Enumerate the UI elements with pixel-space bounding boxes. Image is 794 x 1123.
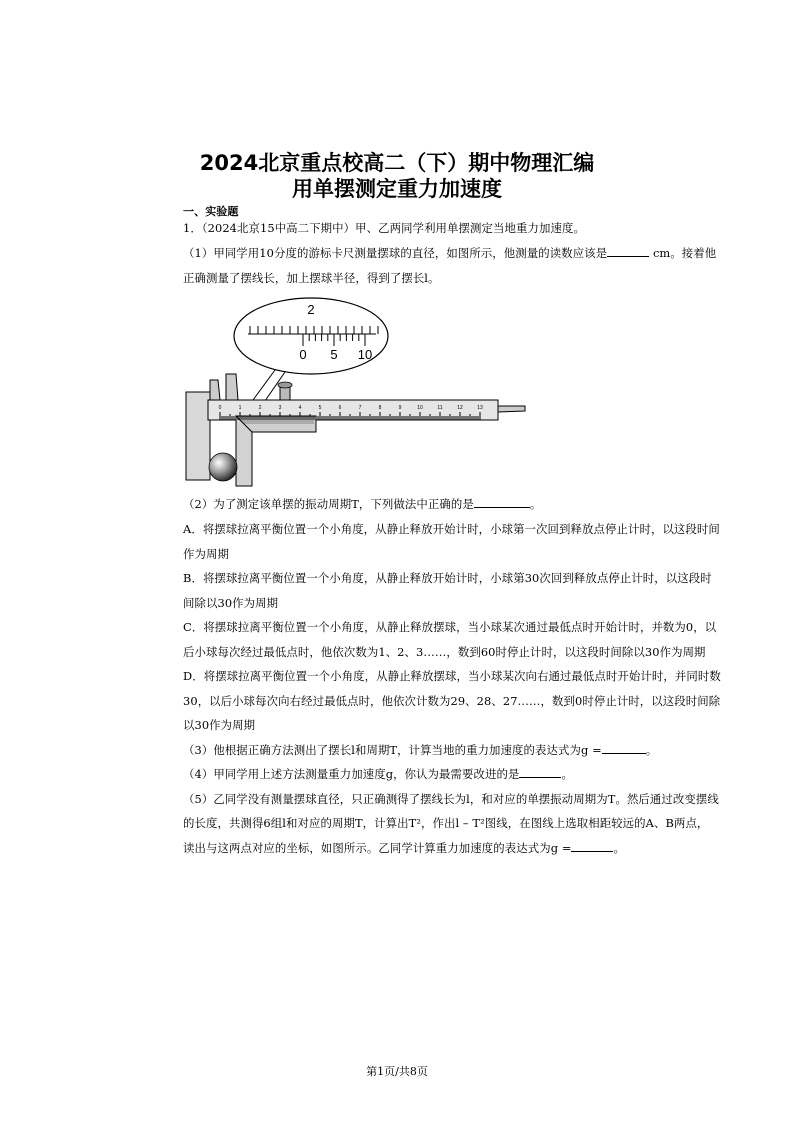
body-scale-label: 3: [278, 405, 282, 411]
option-a-line2: 作为周期: [183, 547, 229, 561]
body-scale-label: 6: [338, 405, 342, 411]
option-d-line2: 30，以后小球每次向右经过最低点时，他依次计数为29、28、27……，数到0时停止计时，以这段时间除: [183, 694, 721, 708]
vernier-caliper-figure: [180, 296, 540, 496]
vernier-label-0: 0: [299, 347, 307, 362]
part5-end: 。: [613, 841, 625, 855]
page-title-line1: 2024北京重点校高二（下）期中物理汇编: [199, 151, 595, 175]
vernier-label-10: 10: [357, 347, 373, 362]
body-scale-label: 11: [437, 405, 443, 411]
page-title-line2: 用单摆测定重力加速度: [292, 177, 502, 201]
answer-blank-3[interactable]: [602, 742, 646, 754]
sliding-upper-jaw: [226, 374, 238, 400]
part2-line: [183, 492, 758, 517]
part5-line3: [183, 836, 758, 861]
part5-text: 读出与这两点对应的坐标，如图所示。乙同学计算重力加速度的表达式为g =: [183, 841, 572, 855]
part1-line2: 正确测量了摆线长，加上摆球半径，得到了摆长l。: [183, 271, 440, 285]
answer-blank-4[interactable]: [519, 766, 561, 778]
body-scale-label: 2: [258, 405, 262, 411]
part2-end: 。: [529, 497, 542, 511]
part3-text: （3）他根据正确方法测出了摆长l和周期T，计算当地的重力加速度的表达式为g =: [183, 743, 602, 757]
part1-text-b: cm。接着他: [649, 246, 717, 260]
part5-line1: （5）乙同学没有测量摆球直径，只正确测得了摆线长为l，和对应的单摆振动周期为T。然后通过改变摆线: [183, 792, 719, 806]
body-scale-label: 5: [318, 405, 322, 411]
part5-line2: 的长度，共测得6组l和对应的周期T，计算出T²，作出l – T²图线，在图线上选取相距较远的A、B两点，: [183, 816, 709, 830]
body-scale-label: 0: [218, 405, 222, 411]
part1-text-a: （1）甲同学用10分度的游标卡尺测量摆球的直径，如图所示，他测量的读数应该是: [183, 246, 608, 260]
body-scale-label: 9: [398, 405, 402, 411]
body-scale-label: 1: [238, 405, 242, 411]
fixed-upper-jaw: [210, 380, 220, 400]
option-a-line1: A．将摆球拉离平衡位置一个小角度，从静止释放开始计时，小球第一次回到释放点停止计时，以这段时间: [183, 522, 720, 536]
body-scale-label: 13: [477, 405, 483, 411]
question-intro: 1．（2024北京15中高二下期中）甲、乙两同学利用单摆测定当地重力加速度。: [183, 221, 585, 235]
option-b-line1: B．将摆球拉离平衡位置一个小角度，从静止释放开始计时，小球第30次回到释放点停止计时，以这段时: [183, 571, 712, 585]
part2-text: （2）为了测定该单摆的振动周期T，下列做法中正确的是: [183, 497, 474, 511]
part3-end: 。: [645, 743, 658, 757]
part1-line1: [183, 241, 758, 266]
answer-blank-2[interactable]: [474, 496, 530, 508]
vernier-label-5: 5: [330, 347, 338, 362]
option-b-line2: 间除以30作为周期: [183, 596, 279, 610]
section-heading: 一、实验题: [183, 205, 239, 218]
page-footer: 第1页/共8页: [366, 1065, 428, 1078]
main-scale-label: 2: [307, 302, 315, 317]
option-c-line1: C．将摆球拉离平衡位置一个小角度，从静止释放摆球，当小球某次通过最低点时开始计时，并数为0，以: [183, 620, 717, 634]
part3-line: [183, 738, 758, 763]
body-scale-label: 10: [417, 405, 423, 411]
body-scale-label: 8: [378, 405, 382, 411]
answer-blank-1[interactable]: [607, 245, 649, 257]
part4-end: 。: [561, 767, 573, 781]
answer-blank-5[interactable]: [571, 840, 613, 852]
part4-line: [183, 762, 758, 787]
depth-rod: [498, 406, 525, 412]
option-d-line3: 以30作为周期: [183, 718, 256, 732]
option-c-line2: 后小球每次经过最低点时，他依次数为1、2、3……，数到60时停止计时，以这段时间除以30作为周期: [183, 645, 706, 659]
fixed-jaw: [186, 392, 210, 480]
part4-text: （4）甲同学用上述方法测量重力加速度g，你认为最需要改进的是: [183, 767, 520, 781]
option-d-line1: D．将摆球拉离平衡位置一个小角度，从静止释放摆球，当小球某次向右通过最低点时开始计时，并同时数: [183, 669, 721, 683]
body-scale-label: 7: [358, 405, 362, 411]
body-scale-label: 4: [298, 405, 302, 411]
pendulum-ball: [209, 453, 237, 481]
body-scale-label: 12: [457, 405, 463, 411]
